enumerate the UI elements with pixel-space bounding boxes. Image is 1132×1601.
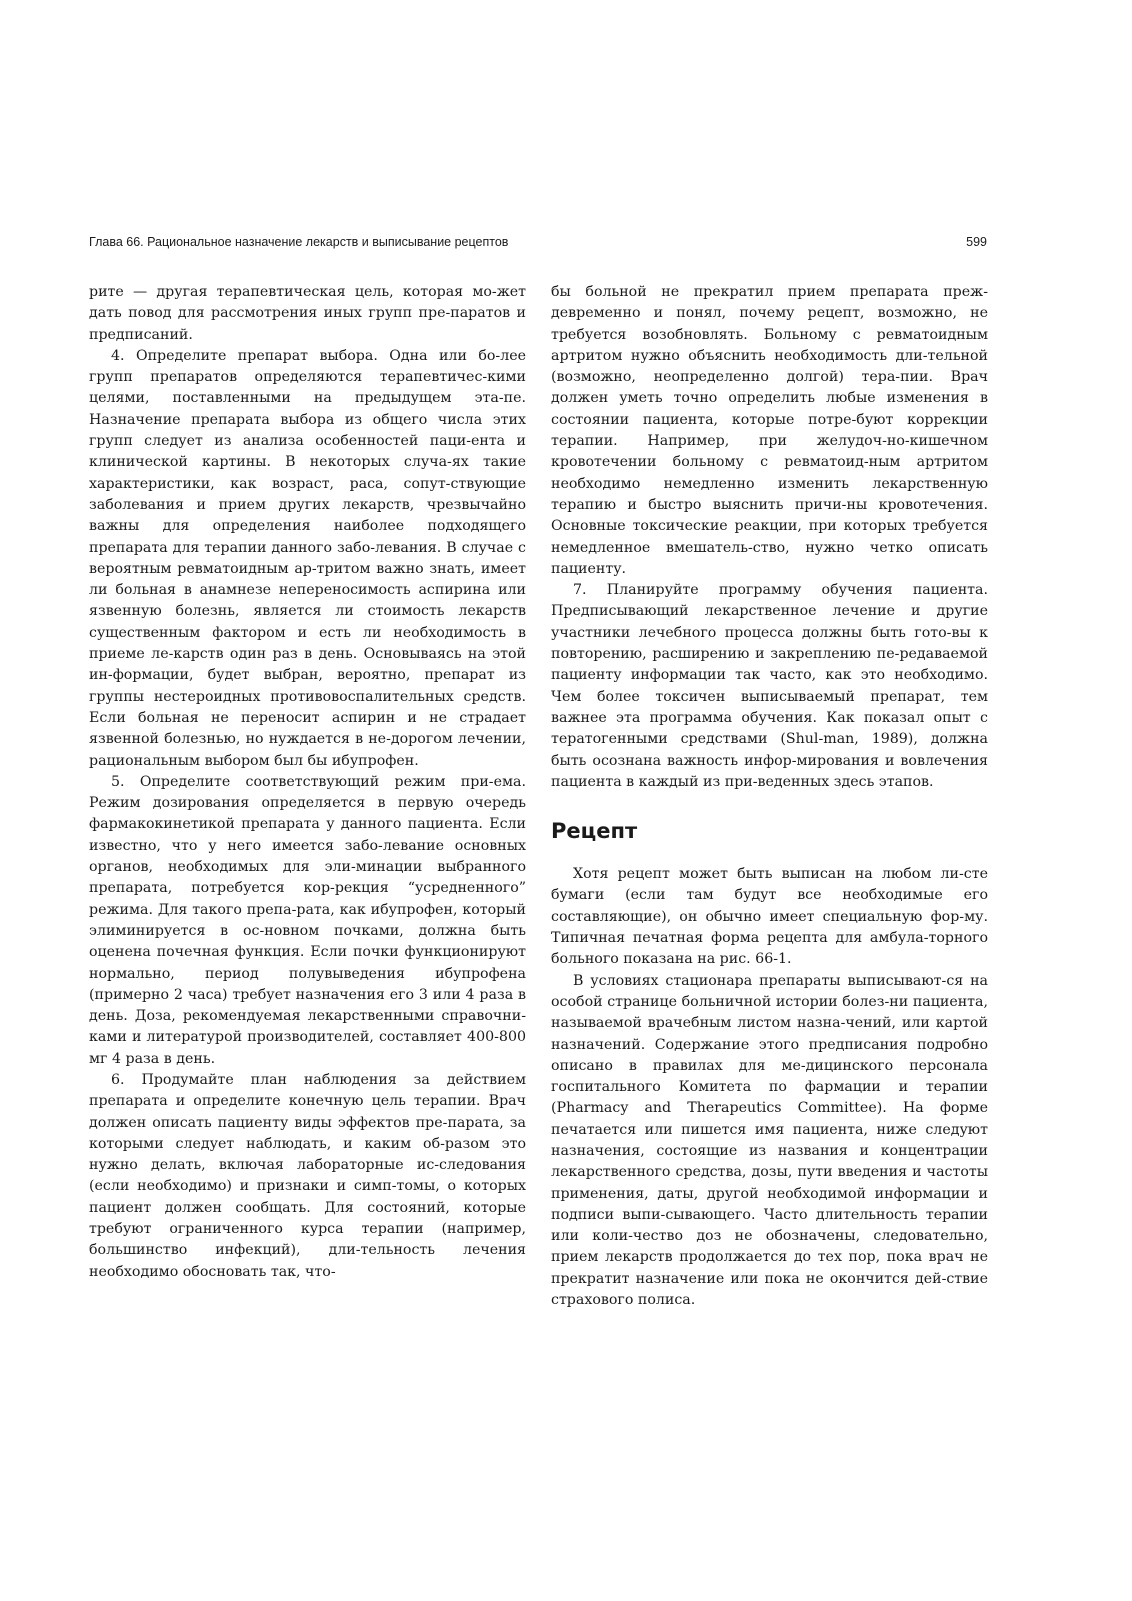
running-head (89, 235, 987, 249)
paragraph: 5. Определите соответствующий режим при-ема. Режим дозирования определяется в первую очередь фармакокинетикой препарата у данного пациента. Если известно, что у него имеется забо-левание основных органов, необходимых для эли-минации выбранного препарата, потребуется кор-рекция “усредненного” режима. Для такого препа-рата, как ибупрофен, который элиминируется в ос-новном почками, должна быть оценена почечная функция. Если почки функционируют нормально, период полувыведения ибупрофена (примерно 2 часа) требует назначения его 3 или 4 раза в день. Доза, рекомендуемая лекарственными справочни-ками и литературой производителей, составляет 400-800 мг 4 раза в день. (89, 773, 526, 1067)
paragraph: рите — другая терапевтическая цель, которая мо-жет дать повод для рассмотрения иных групп пре-паратов и предписаний. (89, 284, 526, 343)
page-number: 599 (966, 235, 987, 249)
paragraph: 6. Продумайте план наблюдения за действием препарата и определите конечную цель терапии. Врач должен описать пациенту виды эффектов пре-парата, за которыми следует наблюдать, и каким об-разом это нужно делать, включая лабораторные ис-следования (если необходимо) и признаки и симп-томы, о которых пациент должен сообщать. Для состояний, которые требуют ограниченного курса терапии (например, большинство инфекций), дли-тельность лечения необходимо обосновать так, что- (89, 1071, 526, 1280)
left-column (89, 282, 526, 1283)
paragraph: Хотя рецепт может быть выписан на любом ли-сте бумаги (если там будут все необходимые его составляющие), он обычно имеет специальную фор-му. Типичная печатная форма рецепта для амбула-торного больного показана на рис. 66-1. (551, 866, 988, 968)
right-column (551, 282, 988, 1311)
paragraph: 7. Планируйте программу обучения пациента. Предписывающий лекарственное лечение и другие участники лечебного процесса должны быть гото-вы к повторению, расширению и закреплению пе-редаваемой пациенту информации так часто, как это необходимо. Чем более токсичен выписываемый препарат, тем важнее эта программа обучения. Как показал опыт с тератогенными средствами (Shul-man, 1989), должна быть осознана важность инфор-мирования и вовлечения пациента в каждый из при-веденных здесь этапов. (551, 582, 988, 790)
paragraph: 4. Определите препарат выбора. Одна или бо-лее групп препаратов определяются терапевтичес-кими целями, поставленными на предыдущем эта-пе. Назначение препарата выбора из общего числа этих групп следует из анализа особенностей паци-ента и клинической картины. В некоторых случа-ях такие характеристики, как возраст, раса, сопут-ствующие заболевания и прием других лекарств, чрезвычайно важны для определения наиболее подходящего препарата для терапии данного забо-левания. В случае с вероятным ревматоидным ар-тритом важно знать, имеет ли больная в анамнезе непереносимость аспирина или язвенную болезнь, является ли стоимость лекарств существенным фактором и есть ли необходимость в приеме ле-карств один раз в день. Основываясь на этой ин-формации, будет выбран, вероятно, препарат из группы нестероидных противовоспалительных средств. Если больная не переносит аспирин и не страдает язвенной болезнью, но нуждается в не-дорогом лечении, рациональным выбором был бы ибупрофен. (89, 347, 526, 769)
paragraph: В условиях стационара препараты выписывают-ся на особой странице больничной истории болез-ни пациента, называемой врачебным листом назна-чений, или картой назначений. Содержание этого предписания подробно описано в правилах для ме-дицинского персонала госпитального Комитета по фармации и терапии (Pharmacy and Therapeutics Committee). На форме печатается или пишется имя пациента, ниже следуют назначения, состоящие из названия и концентрации лекарственного средства, дозы, пути введения и частоты применения, даты, другой необходимой информации и подписи выпи-сывающего. Часто длительность терапии или коли-чество доз не обозначены, следовательно, прием лекарств продолжается до тех пор, пока врач не прекратит назначение или пока не окончится дей-ствие страхового полиса. (551, 972, 988, 1309)
chapter-title: Глава 66. Рациональное назначение лекарств и выписывание рецептов (89, 235, 509, 249)
section-title: Рецепт (551, 819, 638, 844)
paragraph: бы больной не прекратил прием препарата преж-девременно и понял, почему рецепт, возможно, не требуется возобновлять. Больному с ревматоидным артритом нужно объяснить необходимость дли-тельной (возможно, неопределенно долгой) тера-пии. Врач должен уметь точно определить любые изменения в состоянии пациента, которые потре-буют коррекции терапии. Например, при желудоч-но-кишечном кровотечении больному с ревматоид-ным артритом необходимо немедленно изменить лекарственную терапию и быстро выяснить причи-ны кровотечения. Основные токсические реакции, при которых требуется немедленное вмешатель-ство, нужно четко описать пациенту. (551, 284, 988, 577)
